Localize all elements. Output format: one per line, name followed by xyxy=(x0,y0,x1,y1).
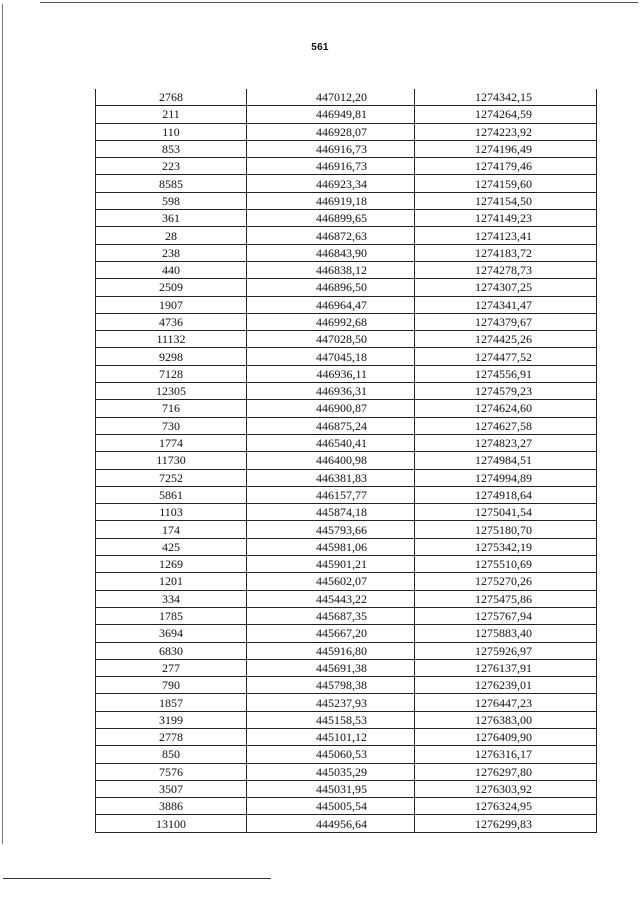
point-number-cell: 361 xyxy=(96,210,247,227)
point-number-cell: 211 xyxy=(96,106,247,123)
x-coordinate-cell: 446540,41 xyxy=(247,434,415,451)
point-number-cell: 2509 xyxy=(96,279,247,296)
coordinates-table-body xyxy=(96,89,597,832)
point-number-cell: 13100 xyxy=(96,815,247,832)
point-number-cell: 1774 xyxy=(96,434,247,451)
point-number-cell: 12305 xyxy=(96,383,247,400)
y-coordinate-cell: 1276409,90 xyxy=(415,728,597,745)
table-row xyxy=(96,192,597,209)
point-number-cell: 1857 xyxy=(96,694,247,711)
y-coordinate-cell: 1274379,67 xyxy=(415,313,597,330)
point-number-cell: 1907 xyxy=(96,296,247,313)
coordinates-table xyxy=(95,89,597,833)
table-row xyxy=(96,261,597,278)
y-coordinate-cell: 1274624,60 xyxy=(415,400,597,417)
x-coordinate-cell: 445035,29 xyxy=(247,763,415,780)
table-row xyxy=(96,279,597,296)
y-coordinate-cell: 1275767,94 xyxy=(415,607,597,624)
x-coordinate-cell: 445443,22 xyxy=(247,590,415,607)
x-coordinate-cell: 446936,31 xyxy=(247,383,415,400)
y-coordinate-cell: 1274342,15 xyxy=(415,89,597,106)
table-row xyxy=(96,642,597,659)
y-coordinate-cell: 1276303,92 xyxy=(415,780,597,797)
y-coordinate-cell: 1274179,46 xyxy=(415,158,597,175)
y-coordinate-cell: 1274556,91 xyxy=(415,365,597,382)
table-row xyxy=(96,175,597,192)
table-row xyxy=(96,486,597,503)
table-row xyxy=(96,677,597,694)
y-coordinate-cell: 1274627,58 xyxy=(415,417,597,434)
table-row xyxy=(96,573,597,590)
point-number-cell: 2768 xyxy=(96,89,247,106)
x-coordinate-cell: 446949,81 xyxy=(247,106,415,123)
point-number-cell: 3694 xyxy=(96,625,247,642)
table-row xyxy=(96,746,597,763)
point-number-cell: 790 xyxy=(96,677,247,694)
y-coordinate-cell: 1275041,54 xyxy=(415,504,597,521)
y-coordinate-cell: 1274123,41 xyxy=(415,227,597,244)
page-number: 561 xyxy=(311,42,329,53)
x-coordinate-cell: 446936,11 xyxy=(247,365,415,382)
table-row xyxy=(96,383,597,400)
y-coordinate-cell: 1274477,52 xyxy=(415,348,597,365)
table-row xyxy=(96,590,597,607)
x-coordinate-cell: 447045,18 xyxy=(247,348,415,365)
x-coordinate-cell: 445798,38 xyxy=(247,677,415,694)
table-row xyxy=(96,798,597,815)
table-row xyxy=(96,728,597,745)
left-border-line xyxy=(2,4,3,844)
table-row xyxy=(96,780,597,797)
table-row xyxy=(96,538,597,555)
table-row xyxy=(96,556,597,573)
y-coordinate-cell: 1275475,86 xyxy=(415,590,597,607)
x-coordinate-cell: 445667,20 xyxy=(247,625,415,642)
table-row xyxy=(96,400,597,417)
x-coordinate-cell: 445060,53 xyxy=(247,746,415,763)
x-coordinate-cell: 445981,06 xyxy=(247,538,415,555)
x-coordinate-cell: 446899,65 xyxy=(247,210,415,227)
x-coordinate-cell: 446400,98 xyxy=(247,452,415,469)
y-coordinate-cell: 1274307,25 xyxy=(415,279,597,296)
point-number-cell: 5861 xyxy=(96,486,247,503)
table-row xyxy=(96,210,597,227)
y-coordinate-cell: 1274984,51 xyxy=(415,452,597,469)
x-coordinate-cell: 445901,21 xyxy=(247,556,415,573)
x-coordinate-cell: 447012,20 xyxy=(247,89,415,106)
point-number-cell: 1785 xyxy=(96,607,247,624)
x-coordinate-cell: 446992,68 xyxy=(247,313,415,330)
x-coordinate-cell: 444956,64 xyxy=(247,815,415,832)
point-number-cell: 28 xyxy=(96,227,247,244)
y-coordinate-cell: 1276299,83 xyxy=(415,815,597,832)
y-coordinate-cell: 1275270,26 xyxy=(415,573,597,590)
table-row xyxy=(96,158,597,175)
y-coordinate-cell: 1274278,73 xyxy=(415,261,597,278)
x-coordinate-cell: 445237,93 xyxy=(247,694,415,711)
table-row xyxy=(96,711,597,728)
point-number-cell: 11132 xyxy=(96,331,247,348)
table-row xyxy=(96,625,597,642)
footnote-separator xyxy=(3,878,271,879)
point-number-cell: 334 xyxy=(96,590,247,607)
point-number-cell: 8585 xyxy=(96,175,247,192)
point-number-cell: 6830 xyxy=(96,642,247,659)
y-coordinate-cell: 1276297,80 xyxy=(415,763,597,780)
x-coordinate-cell: 446923,34 xyxy=(247,175,415,192)
x-coordinate-cell: 446157,77 xyxy=(247,486,415,503)
point-number-cell: 110 xyxy=(96,123,247,140)
point-number-cell: 440 xyxy=(96,261,247,278)
point-number-cell: 7252 xyxy=(96,469,247,486)
point-number-cell: 1103 xyxy=(96,504,247,521)
x-coordinate-cell: 446838,12 xyxy=(247,261,415,278)
y-coordinate-cell: 1276447,23 xyxy=(415,694,597,711)
table-row xyxy=(96,452,597,469)
table-row xyxy=(96,434,597,451)
table-row xyxy=(96,140,597,157)
table-row xyxy=(96,763,597,780)
point-number-cell: 277 xyxy=(96,659,247,676)
x-coordinate-cell: 445602,07 xyxy=(247,573,415,590)
x-coordinate-cell: 447028,50 xyxy=(247,331,415,348)
table-row xyxy=(96,331,597,348)
top-border-line xyxy=(40,2,638,3)
point-number-cell: 238 xyxy=(96,244,247,261)
y-coordinate-cell: 1275342,19 xyxy=(415,538,597,555)
y-coordinate-cell: 1276383,00 xyxy=(415,711,597,728)
x-coordinate-cell: 446381,83 xyxy=(247,469,415,486)
x-coordinate-cell: 445101,12 xyxy=(247,728,415,745)
x-coordinate-cell: 446896,50 xyxy=(247,279,415,296)
point-number-cell: 3199 xyxy=(96,711,247,728)
table-row xyxy=(96,313,597,330)
y-coordinate-cell: 1274994,89 xyxy=(415,469,597,486)
table-row xyxy=(96,296,597,313)
x-coordinate-cell: 445005,54 xyxy=(247,798,415,815)
x-coordinate-cell: 446928,07 xyxy=(247,123,415,140)
point-number-cell: 853 xyxy=(96,140,247,157)
x-coordinate-cell: 446916,73 xyxy=(247,140,415,157)
point-number-cell: 850 xyxy=(96,746,247,763)
table-row xyxy=(96,123,597,140)
point-number-cell: 7576 xyxy=(96,763,247,780)
point-number-cell: 425 xyxy=(96,538,247,555)
x-coordinate-cell: 446843,90 xyxy=(247,244,415,261)
x-coordinate-cell: 446916,73 xyxy=(247,158,415,175)
table-row xyxy=(96,89,597,106)
y-coordinate-cell: 1274149,23 xyxy=(415,210,597,227)
point-number-cell: 598 xyxy=(96,192,247,209)
y-coordinate-cell: 1275180,70 xyxy=(415,521,597,538)
x-coordinate-cell: 445916,80 xyxy=(247,642,415,659)
table-row xyxy=(96,815,597,832)
table-row xyxy=(96,469,597,486)
x-coordinate-cell: 446919,18 xyxy=(247,192,415,209)
x-coordinate-cell: 446875,24 xyxy=(247,417,415,434)
table-row xyxy=(96,348,597,365)
y-coordinate-cell: 1274823,27 xyxy=(415,434,597,451)
y-coordinate-cell: 1274159,60 xyxy=(415,175,597,192)
table-row xyxy=(96,106,597,123)
point-number-cell: 3507 xyxy=(96,780,247,797)
y-coordinate-cell: 1274183,72 xyxy=(415,244,597,261)
point-number-cell: 4736 xyxy=(96,313,247,330)
table-row xyxy=(96,694,597,711)
point-number-cell: 1269 xyxy=(96,556,247,573)
x-coordinate-cell: 445031,95 xyxy=(247,780,415,797)
x-coordinate-cell: 445691,38 xyxy=(247,659,415,676)
x-coordinate-cell: 445687,35 xyxy=(247,607,415,624)
table-row xyxy=(96,659,597,676)
point-number-cell: 3886 xyxy=(96,798,247,815)
point-number-cell: 223 xyxy=(96,158,247,175)
y-coordinate-cell: 1276239,01 xyxy=(415,677,597,694)
table-row xyxy=(96,227,597,244)
table-row xyxy=(96,521,597,538)
x-coordinate-cell: 445874,18 xyxy=(247,504,415,521)
y-coordinate-cell: 1274223,92 xyxy=(415,123,597,140)
point-number-cell: 1201 xyxy=(96,573,247,590)
point-number-cell: 716 xyxy=(96,400,247,417)
point-number-cell: 174 xyxy=(96,521,247,538)
x-coordinate-cell: 445793,66 xyxy=(247,521,415,538)
x-coordinate-cell: 445158,53 xyxy=(247,711,415,728)
y-coordinate-cell: 1274579,23 xyxy=(415,383,597,400)
table-row xyxy=(96,504,597,521)
point-number-cell: 730 xyxy=(96,417,247,434)
x-coordinate-cell: 446900,87 xyxy=(247,400,415,417)
y-coordinate-cell: 1276316,17 xyxy=(415,746,597,763)
y-coordinate-cell: 1274341,47 xyxy=(415,296,597,313)
table-row xyxy=(96,365,597,382)
y-coordinate-cell: 1276324,95 xyxy=(415,798,597,815)
y-coordinate-cell: 1275926,97 xyxy=(415,642,597,659)
y-coordinate-cell: 1274196,49 xyxy=(415,140,597,157)
y-coordinate-cell: 1274264,59 xyxy=(415,106,597,123)
table-row xyxy=(96,417,597,434)
y-coordinate-cell: 1274425,26 xyxy=(415,331,597,348)
y-coordinate-cell: 1275883,40 xyxy=(415,625,597,642)
table-row xyxy=(96,244,597,261)
y-coordinate-cell: 1276137,91 xyxy=(415,659,597,676)
point-number-cell: 7128 xyxy=(96,365,247,382)
point-number-cell: 9298 xyxy=(96,348,247,365)
x-coordinate-cell: 446964,47 xyxy=(247,296,415,313)
y-coordinate-cell: 1275510,69 xyxy=(415,556,597,573)
x-coordinate-cell: 446872,63 xyxy=(247,227,415,244)
y-coordinate-cell: 1274154,50 xyxy=(415,192,597,209)
table-row xyxy=(96,607,597,624)
y-coordinate-cell: 1274918,64 xyxy=(415,486,597,503)
point-number-cell: 2778 xyxy=(96,728,247,745)
point-number-cell: 11730 xyxy=(96,452,247,469)
